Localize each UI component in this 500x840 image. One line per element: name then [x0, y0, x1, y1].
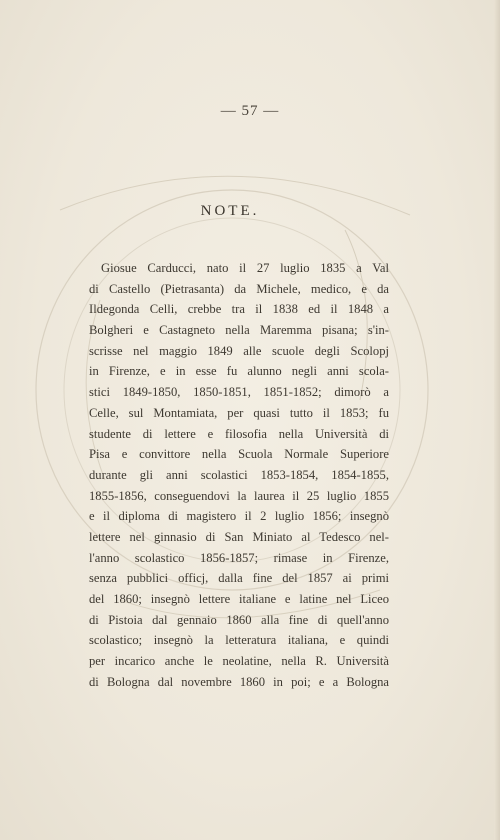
section-heading: NOTE.	[200, 203, 260, 219]
text-line: Giosue Carducci, nato il 27 luglio 1835 a Val	[101, 261, 389, 275]
text-line: Ildegonda Celli, crebbe tra il 1838 ed il 1848 a	[89, 302, 389, 317]
text-line: di Pistoia dal gennaio 1860 alla fine di quell'anno	[89, 612, 389, 627]
text-line: di Castello (Pietrasanta) da Michele, medico, e da	[89, 281, 389, 296]
body-paragraph	[89, 258, 389, 692]
text-line: in Firenze, e in esse fu alunno negli anni scola-	[89, 364, 389, 379]
text-line: senza pubblici officj, dalla fine del 1857 ai primi	[89, 571, 389, 586]
text-line: Pisa e convittore nella Scuola Normale Superiore	[89, 447, 389, 462]
text-line: stici 1849-1850, 1850-1851, 1851-1852; dimorò a	[89, 385, 389, 400]
text-line: scolastico; insegnò la letteratura italiana, e quindi	[89, 633, 389, 648]
text-line: durante gli anni scolastici 1853-1854, 1854-1855,	[89, 467, 389, 482]
page-number: — 57 —	[220, 103, 280, 119]
text-line: di Bologna dal novembre 1860 in poi; e a Bologna	[89, 674, 389, 689]
text-line: scrisse nel maggio 1849 alle scuole degli Scolopj	[89, 343, 389, 358]
text-line: Bolgheri e Castagneto nella Maremma pisana; s'in-	[89, 323, 389, 338]
page-edge-shadow	[494, 0, 500, 840]
text-line: 1855-1856, conseguendovi la laurea il 25 luglio 1855	[89, 488, 389, 503]
text-line: studente di lettere e filosofia nella Università di	[89, 426, 389, 441]
text-line: e il diploma di magistero il 2 luglio 1856; insegnò	[89, 509, 389, 524]
text-line: Celle, sul Montamiata, per quasi tutto il 1853; fu	[89, 405, 389, 420]
text-line: del 1860; insegnò lettere italiane e latine nel Liceo	[89, 592, 389, 606]
text-line: l'anno scolastico 1856-1857; rimase in Firenze,	[89, 550, 389, 565]
text-line: lettere nel ginnasio di San Miniato al Tedesco nel-	[89, 529, 389, 544]
text-line: per incarico anche le neolatine, nella R. Università	[89, 654, 389, 669]
